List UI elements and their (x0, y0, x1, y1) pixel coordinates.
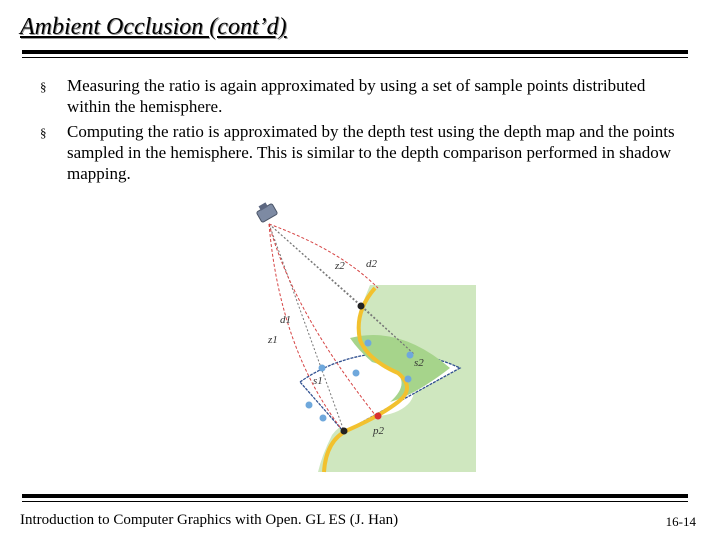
footer-rule-thick (22, 494, 688, 498)
sample-point (405, 376, 412, 383)
bullet-item (40, 121, 690, 184)
footer-rule-thin (22, 501, 688, 502)
sample-point (407, 352, 414, 359)
slide-number: 16-14 (665, 514, 696, 529)
footer-course: Introduction to Computer Graphics with Open. GL ES (J. Han) (20, 512, 399, 528)
sample-point (319, 365, 326, 372)
depth-point (341, 428, 348, 435)
title-rule-thick (22, 50, 688, 54)
label-d1: d1 (280, 314, 291, 326)
depth-point (358, 303, 365, 310)
label-p2: p2 (373, 425, 384, 437)
bullet-text: Measuring the ratio is again approximated by using a set of sample points distributed within the hemisphere. (67, 76, 646, 116)
sample-point (320, 415, 327, 422)
label-z1: z1 (268, 334, 278, 346)
label-d2: d2 (366, 258, 377, 270)
bullet-text: Computing the ratio is approximated by the depth test using the depth map and the points sampled in the hemisphere. This is similar to the depth comparison performed in shadow mapping. (67, 122, 675, 183)
label-s1: s1 (313, 375, 323, 387)
label-s2: s2 (414, 357, 424, 369)
ambient-occlusion-figure (240, 190, 480, 475)
bullet-list (40, 75, 690, 188)
sample-point (306, 402, 313, 409)
ray-line (269, 224, 378, 288)
slide-title: Ambient Occlusion (cont’d) (20, 14, 287, 40)
sample-point (365, 340, 372, 347)
bullet-item (40, 75, 690, 117)
label-z2: z2 (335, 260, 345, 272)
p2-point (375, 413, 382, 420)
bullet-marker-icon: § (40, 125, 47, 140)
title-rule-thin (22, 57, 688, 58)
camera-icon (254, 200, 278, 223)
bullet-marker-icon: § (40, 79, 47, 94)
ray-line (269, 224, 362, 306)
sample-point (353, 370, 360, 377)
